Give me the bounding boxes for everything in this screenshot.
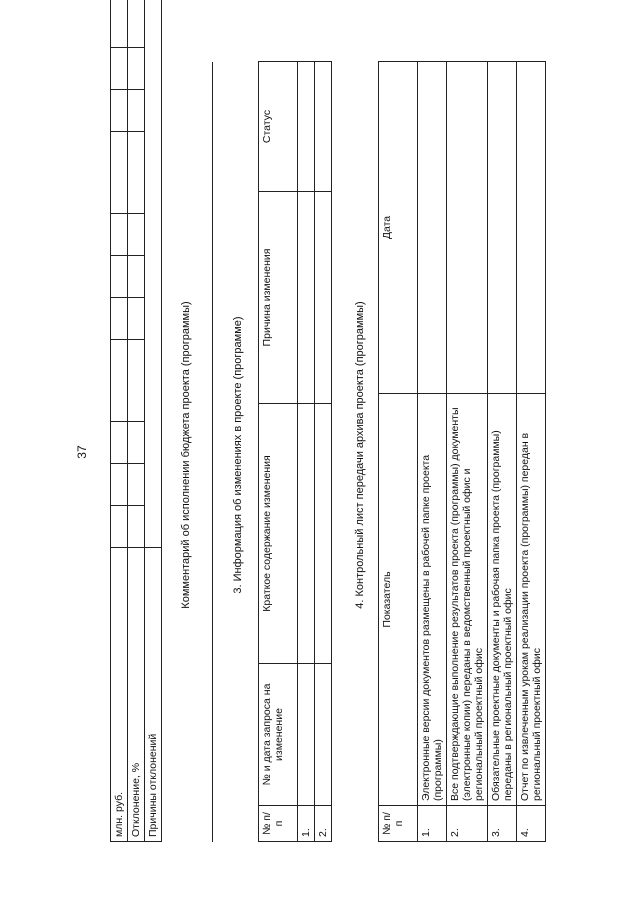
row-number: 4. bbox=[517, 806, 546, 842]
budget-row bbox=[145, 0, 162, 842]
budget-comment-rule bbox=[212, 62, 213, 842]
row-indicator: Все подтверждающие выполнение результатов проекта (программы) документы (электронные копии) переданы в ведомственный проектный офис и региональный проектный офис bbox=[447, 394, 488, 806]
budget-row-label: Причины отклонений bbox=[145, 548, 162, 842]
archive-heading: 4. Контрольный лист передачи архива проекта (программы) bbox=[354, 301, 366, 609]
changes-header-row bbox=[259, 62, 298, 842]
archive-header-row bbox=[379, 62, 418, 842]
table-row bbox=[298, 62, 315, 842]
table-row bbox=[517, 62, 546, 842]
budget-row bbox=[111, 0, 128, 842]
col-num-header: № п/п bbox=[259, 806, 298, 842]
changes-table bbox=[258, 61, 332, 842]
budget-row-label: Отклонение, % bbox=[128, 548, 145, 842]
row-number: 1. bbox=[418, 806, 447, 842]
row-number: 1. bbox=[298, 806, 315, 842]
row-indicator: Отчет по извлеченным урокам реализации проекта (программы) передан в региональный проектный офис bbox=[517, 394, 546, 806]
budget-row-label: млн. руб. bbox=[111, 548, 128, 842]
table-row bbox=[315, 62, 332, 842]
budget-row bbox=[128, 0, 145, 842]
col-summary-header: Краткое содержание изменения bbox=[259, 404, 298, 664]
col-date-header: Дата bbox=[379, 62, 418, 394]
col-request-header: № и дата запроса на изменение bbox=[259, 664, 298, 806]
table-row bbox=[488, 62, 517, 842]
changes-heading: 3. Информация об изменениях в проекте (программе) bbox=[232, 316, 244, 594]
archive-table bbox=[378, 61, 546, 842]
col-reason-header: Причина изменения bbox=[259, 192, 298, 404]
col-num-header: № п/п bbox=[379, 806, 418, 842]
row-indicator: Обязательные проектные документы и рабочая папка проекта (программы) переданы в региональный проектный офис bbox=[488, 394, 517, 806]
table-row bbox=[418, 62, 447, 842]
row-indicator: Электронные версии документов размещены в рабочей папке проекта (программы) bbox=[418, 394, 447, 806]
row-number: 3. bbox=[488, 806, 517, 842]
row-number: 2. bbox=[447, 806, 488, 842]
budget-comment-label: Комментарий об исполнении бюджета проекта (программы) bbox=[180, 301, 192, 609]
budget-table bbox=[110, 0, 162, 842]
col-indicator-header: Показатель bbox=[379, 394, 418, 806]
table-row bbox=[447, 62, 488, 842]
col-status-header: Статус bbox=[259, 62, 298, 192]
page-number: 37 bbox=[75, 445, 89, 459]
row-number: 2. bbox=[315, 806, 332, 842]
